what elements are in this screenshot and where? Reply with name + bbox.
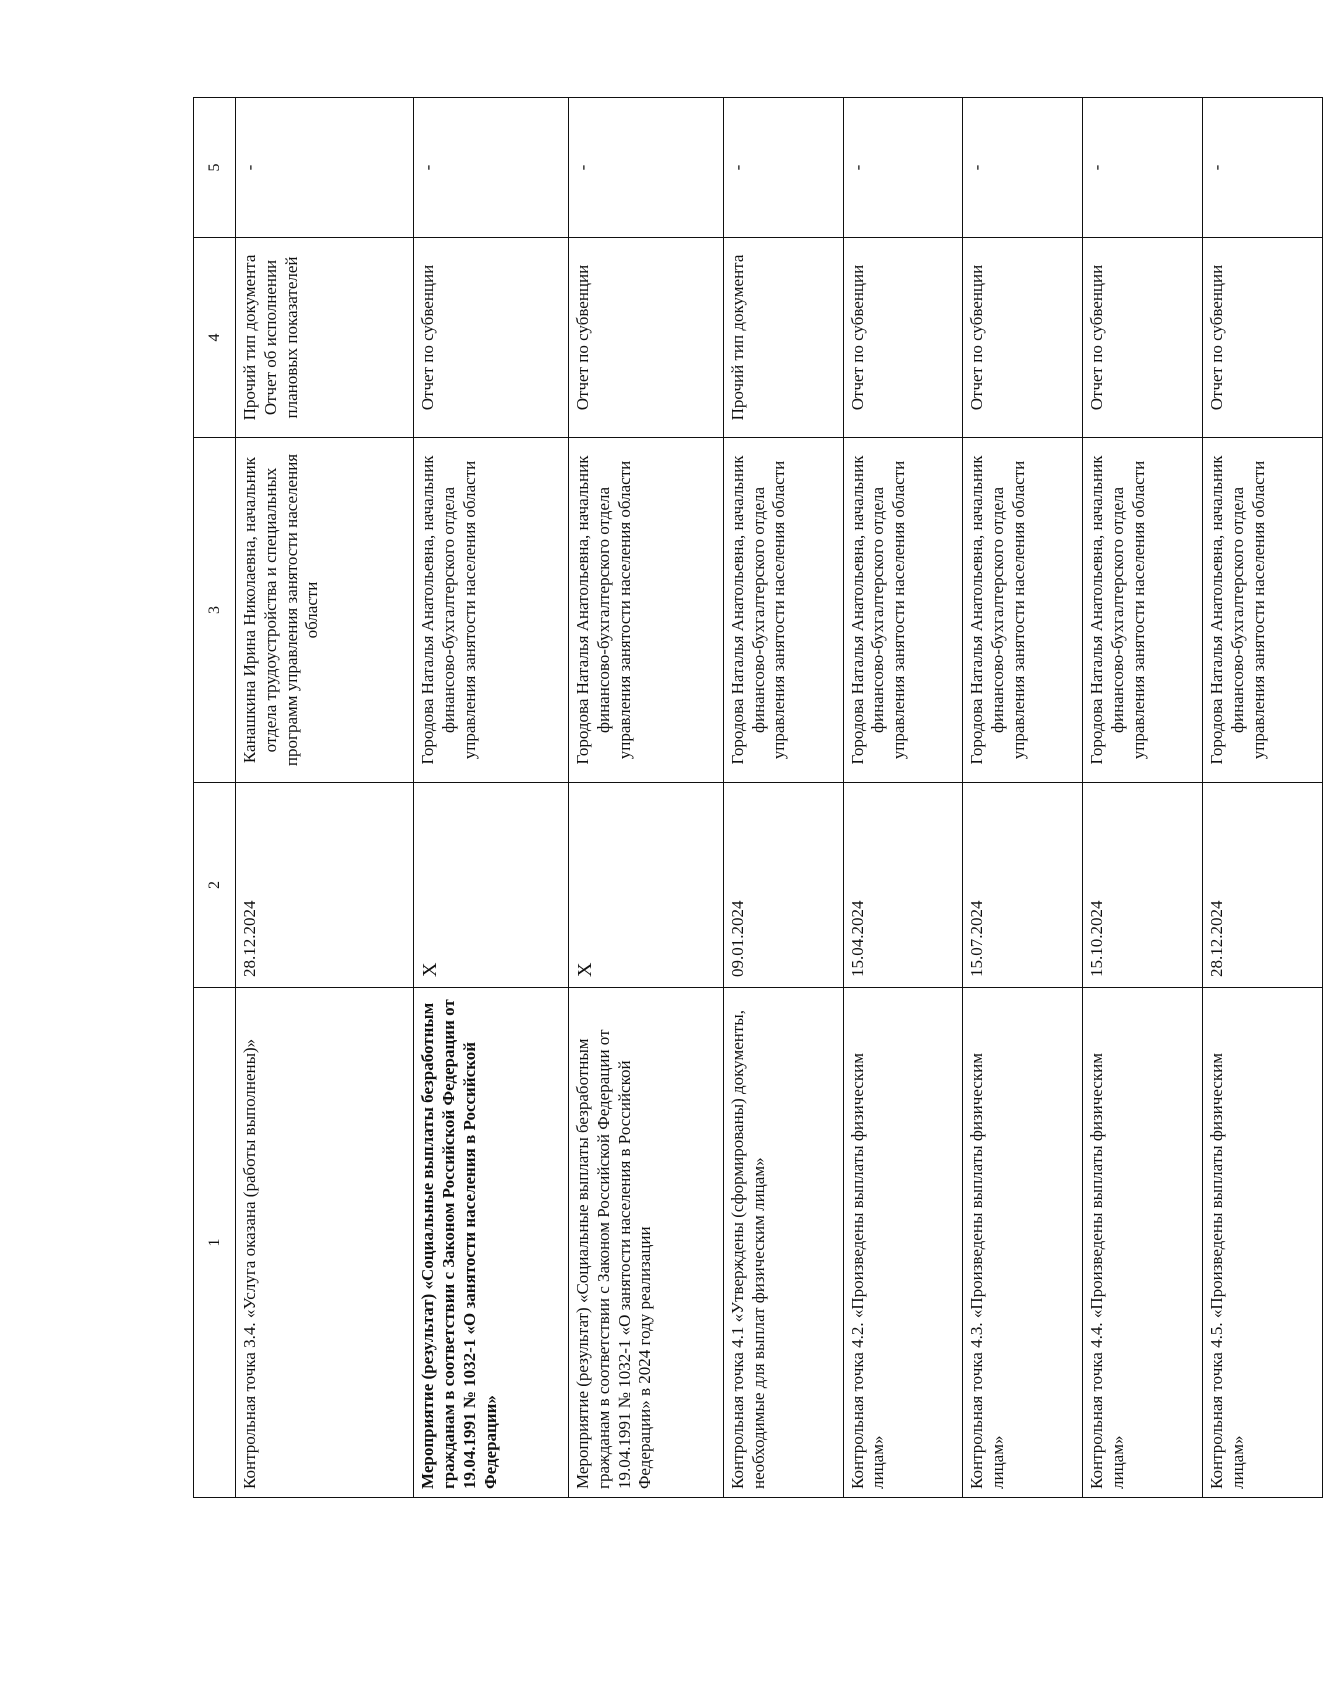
- table-row: [414, 98, 569, 1498]
- table-cell-col3: Канашкина Ирина Николаевна, начальник отдела трудоустройства и специальных программ управления занятости населения области: [236, 438, 414, 783]
- table-cell-col1: Контрольная точка 4.5. «Произведены выплаты физическим лицам»: [1203, 988, 1323, 1498]
- header-cell-4: 4: [194, 238, 236, 438]
- table-cell-col3: Городова Наталья Анатольевна, начальник финансово-бухгалтерского отдела управления занятости населения области: [1203, 438, 1323, 783]
- table-cell-col1: Мероприятие (результат) «Социальные выплаты безработным гражданам в соответствии с Законом Российской Федерации от 19.04.1991 № 1032-1 «О занятости населения в Российской Федерации» в 2024 году реализации: [569, 988, 724, 1498]
- table-cell-col5: -: [236, 98, 414, 238]
- table-cell-col5: -: [723, 98, 843, 238]
- table-row: [963, 98, 1083, 1498]
- table-cell-col4: Отчет по субвенции: [963, 238, 1083, 438]
- table-cell-col4: Отчет по субвенции: [843, 238, 963, 438]
- header-cell-5: 5: [194, 98, 236, 238]
- table-cell-col3: Городова Наталья Анатольевна, начальник финансово-бухгалтерского отдела управления занятости населения области: [1083, 438, 1203, 783]
- table-cell-col1: Контрольная точка 4.1 «Утверждены (сформированы) документы, необходимые для выплат физическим лицам»: [723, 988, 843, 1498]
- table-cell-col5: -: [414, 98, 569, 238]
- table-row: [723, 98, 843, 1498]
- table-cell-col4: Прочий тип документа: [723, 238, 843, 438]
- rotated-table-container: [193, 98, 1323, 1498]
- table-cell-col1: Мероприятие (результат) «Социальные выплаты безработным гражданам в соответствии с Законом Российской Федерации от 19.04.1991 № 1032-1 «О занятости населения в Российской Федерации»: [414, 988, 569, 1498]
- table-cell-col2: 09.01.2024: [723, 783, 843, 988]
- table-row: [843, 98, 963, 1498]
- table-cell-col1: Контрольная точка 4.2. «Произведены выплаты физическим лицам»: [843, 988, 963, 1498]
- table-cell-col2: X: [414, 783, 569, 988]
- table-cell-col4: Отчет по субвенции: [569, 238, 724, 438]
- table-cell-col3: Городова Наталья Анатольевна, начальник финансово-бухгалтерского отдела управления занятости населения области: [843, 438, 963, 783]
- table-cell-col4: Отчет по субвенции: [414, 238, 569, 438]
- control-points-table: [193, 97, 1323, 1498]
- table-row: [569, 98, 724, 1498]
- table-cell-col2: 28.12.2024: [236, 783, 414, 988]
- table-cell-col1: Контрольная точка 4.3. «Произведены выплаты физическим лицам»: [963, 988, 1083, 1498]
- table-cell-col1: Контрольная точка 4.4. «Произведены выплаты физическим лицам»: [1083, 988, 1203, 1498]
- table-cell-col4: Отчет по субвенции: [1203, 238, 1323, 438]
- header-cell-3: 3: [194, 438, 236, 783]
- table-cell-col2: X: [569, 783, 724, 988]
- table-cell-col4: Прочий тип документа Отчет об исполнении плановых показателей: [236, 238, 414, 438]
- table-row: [1083, 98, 1203, 1498]
- table-cell-col5: -: [1083, 98, 1203, 238]
- table-cell-col3: Городова Наталья Анатольевна, начальник финансово-бухгалтерского отдела управления занятости населения области: [414, 438, 569, 783]
- table-cell-col2: 15.10.2024: [1083, 783, 1203, 988]
- table-cell-col5: -: [569, 98, 724, 238]
- table-cell-col3: Городова Наталья Анатольевна, начальник финансово-бухгалтерского отдела управления занятости населения области: [723, 438, 843, 783]
- table-cell-col1: Контрольная точка 3.4. «Услуга оказана (работы выполнены)»: [236, 988, 414, 1498]
- table-cell-col2: 28.12.2024: [1203, 783, 1323, 988]
- header-cell-2: 2: [194, 783, 236, 988]
- table-cell-col4: Отчет по субвенции: [1083, 238, 1203, 438]
- table-cell-col3: Городова Наталья Анатольевна, начальник финансово-бухгалтерского отдела управления занятости населения области: [963, 438, 1083, 783]
- table-cell-col5: -: [963, 98, 1083, 238]
- table-cell-col5: -: [1203, 98, 1323, 238]
- table-cell-col2: 15.04.2024: [843, 783, 963, 988]
- table-row: [1203, 98, 1323, 1498]
- table-cell-col5: -: [843, 98, 963, 238]
- header-cell-1: 1: [194, 988, 236, 1498]
- table-cell-col2: 15.07.2024: [963, 783, 1083, 988]
- table-row: [236, 98, 414, 1498]
- table-cell-col3: Городова Наталья Анатольевна, начальник финансово-бухгалтерского отдела управления занятости населения области: [569, 438, 724, 783]
- header-row: [194, 98, 236, 1498]
